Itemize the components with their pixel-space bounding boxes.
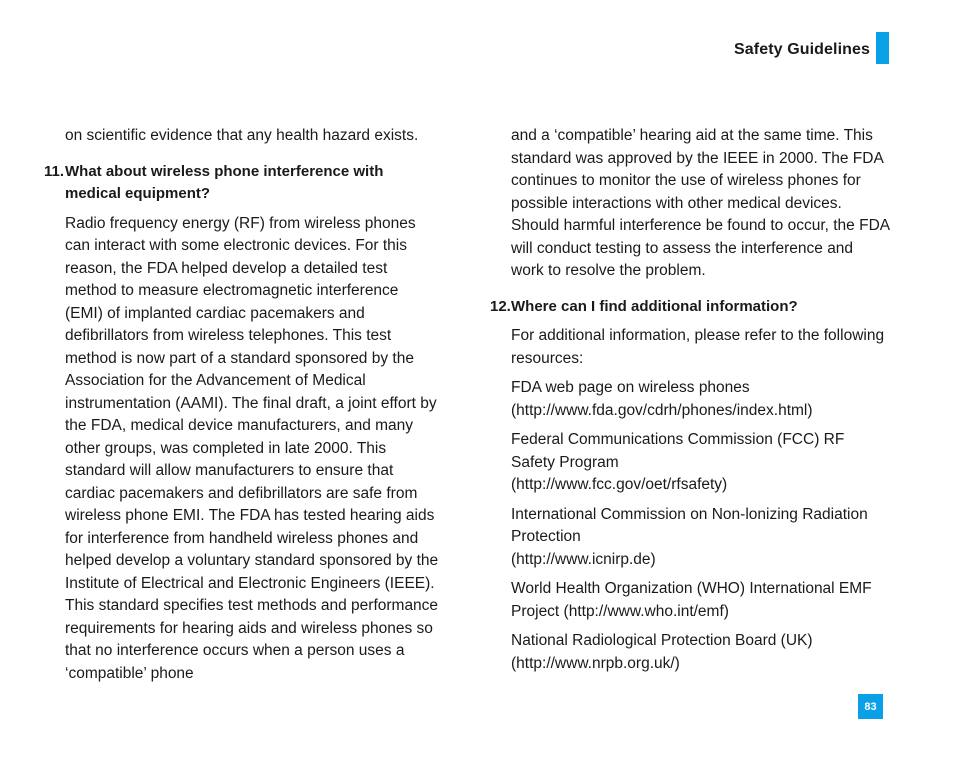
continuation-text: on scientific evidence that any health hazard exists. (65, 127, 419, 144)
page-header-title: Safety Guidelines (734, 41, 870, 58)
right-column (490, 125, 890, 682)
resource-line: International Commission on Non-lonizing Radiation (511, 505, 868, 523)
header-accent-bar (876, 32, 889, 64)
resource-line: National Radiological Protection Board (UK) (511, 632, 813, 649)
left-column (44, 125, 439, 692)
question-number: 11. (44, 162, 65, 180)
question-11-heading (44, 161, 439, 206)
resource-line: Protection (511, 528, 581, 545)
resource-url: (http://www.fcc.gov/oet/rfsafety) (511, 476, 728, 493)
resource-item (511, 504, 890, 572)
resource-url: (http://www.fda.gov/cdrh/phones/index.html) (511, 401, 813, 419)
question-title: Where can I find additional information? (511, 297, 798, 315)
question-12-heading (490, 296, 890, 319)
resource-line: Safety Program (511, 453, 619, 471)
resource-line: FDA web page on wireless phones (511, 379, 750, 396)
resource-item (511, 630, 890, 675)
question-title: What about wireless phone interference with medical equipment? (65, 162, 384, 202)
resource-item (511, 377, 890, 422)
resource-url: (http://www.nrpb.org.uk/) (511, 654, 680, 672)
resource-url: (http://www.icnirp.de) (511, 550, 656, 568)
resource-item (511, 429, 890, 497)
page-number-badge: 83 (858, 694, 883, 719)
resource-url: Project (http://www.who.int/emf) (511, 602, 729, 620)
question-12-intro: For additional information, please refer to the following resources: (511, 327, 885, 367)
question-11-body: Radio frequency energy (RF) from wireless phones can interact with some electronic devices. For this reason, the FDA helped develop a detailed test method to measure electromagnetic interference (EMI) of implanted cardiac pacemakers and defibrillators from wireless telephones. This test method is now part of a standard sponsored by the Association for the Advancement of Medical instrumentation (AAMI). The final draft, a joint effort by the FDA, medical device manufacturers, and many other groups, was completed in late 2000. This standard will allow manufacturers to ensure that cardiac pacemakers and defibrillators are safe from wireless phone EMI. The FDA has tested hearing aids for interference from handheld wireless phones and helped develop a voluntary standard sponsored by the Institute of Electrical and Electronic Engineers (IEEE). This standard specifies test methods and performance requirements for hearing aids and wireless phones so that no interference occurs when a person uses a ‘compatible’ phone (65, 214, 439, 682)
resource-line: World Health Organization (WHO) International EMF (511, 580, 872, 597)
question-number: 12. (490, 297, 511, 315)
continuation-text: and a ‘compatible’ hearing aid at the same time. This standard was approved by the IEEE in 2000. The FDA continues to monitor the use of wireless phones for possible interactions with other medical devices. Should harmful interference be found to occur, the FDA will conduct testing to assess the interference and work to resolve the problem. (511, 127, 890, 279)
resource-item (511, 578, 890, 623)
resource-line: Federal Communications Commission (FCC) RF (511, 431, 845, 448)
